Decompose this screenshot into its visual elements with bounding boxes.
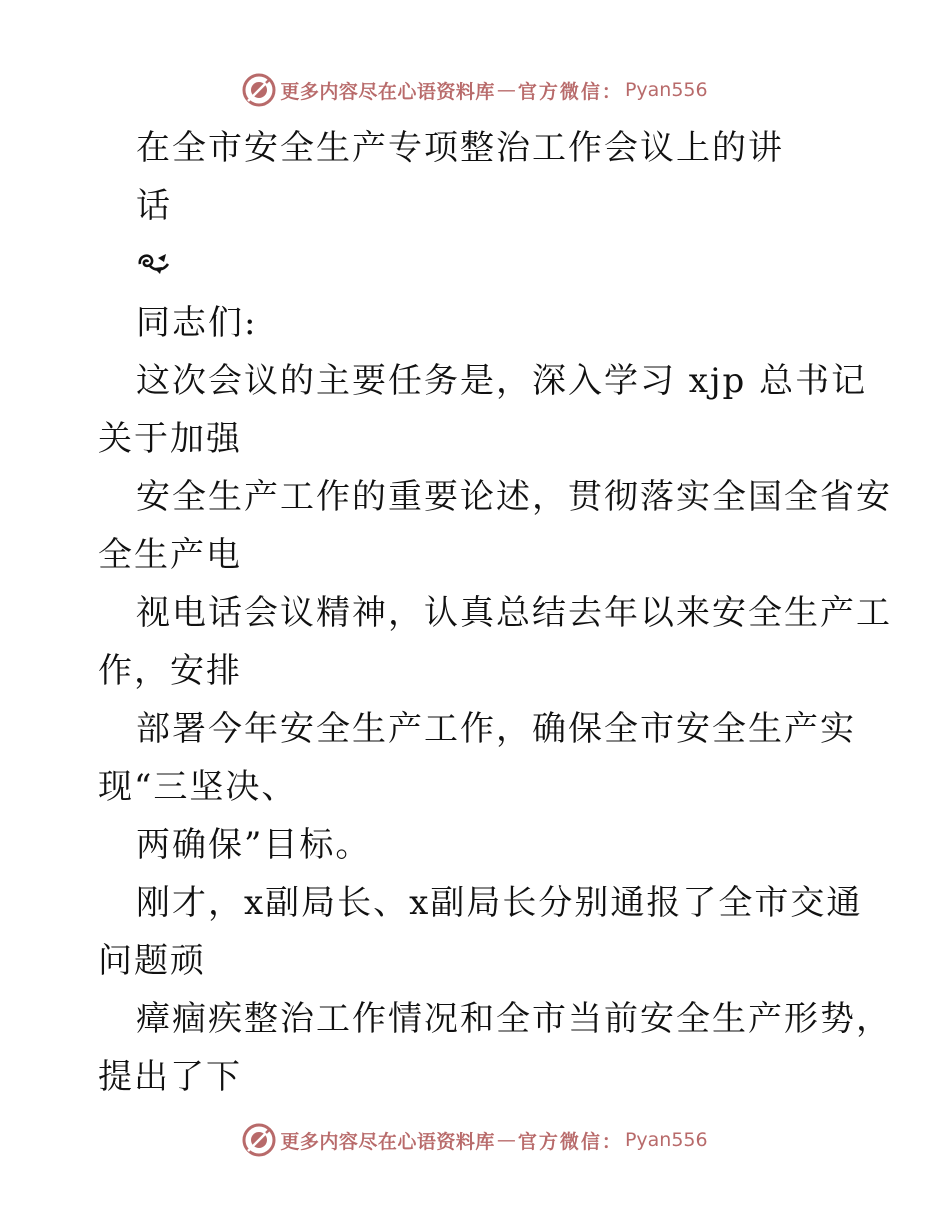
body-line: 作，安排 [98, 651, 242, 691]
watermark-wechat-id: Pyan556 [624, 79, 708, 101]
body-line: 问题顽 [98, 941, 206, 981]
body-line: 现“三坚决、 [98, 767, 298, 807]
body-line: 瘴痼疾整治工作情况和全市当前安全生产形势， [136, 999, 892, 1039]
watermark-wechat-label: 官方微信： [517, 1130, 623, 1153]
body-line: 视电话会议精神，认真总结去年以来安全生产工 [136, 593, 892, 633]
body-line: 同志们: [136, 303, 258, 343]
body-line: 提出了下 [98, 1057, 242, 1097]
watermark-separator: — [496, 1129, 516, 1151]
watermark-banner-bottom [0, 1120, 950, 1160]
watermark-wechat-id: Pyan556 [624, 1129, 708, 1151]
logo-icon [242, 1123, 276, 1157]
body-line: 两确保”目标。 [136, 825, 372, 865]
body-line: 部署今年安全生产工作，确保全市安全生产实 [136, 709, 856, 749]
logo-icon [242, 73, 276, 107]
page-title-line-1: 在全市安全生产专项整治工作会议上的讲 [136, 128, 784, 168]
watermark-text: 更多内容尽在心语资料库 [280, 80, 495, 103]
watermark-text: 更多内容尽在心语资料库 [280, 1130, 495, 1153]
body-line: 全生产电 [98, 535, 242, 575]
body-line: 关于加强 [98, 419, 242, 459]
watermark-banner-top [0, 70, 950, 110]
body-line: 安全生产工作的重要论述，贯彻落实全国全省安 [136, 477, 892, 517]
body-line: 刚才，x副局长、x副局长分别通报了全市交通 [136, 883, 863, 923]
watermark-separator: — [496, 79, 516, 101]
watermark-wechat-label: 官方微信： [517, 80, 623, 103]
page-title-line-2: 话 [136, 186, 172, 226]
fleuron-icon [136, 250, 172, 276]
body-line: 这次会议的主要任务是，深入学习 xjp 总书记 [136, 361, 868, 401]
